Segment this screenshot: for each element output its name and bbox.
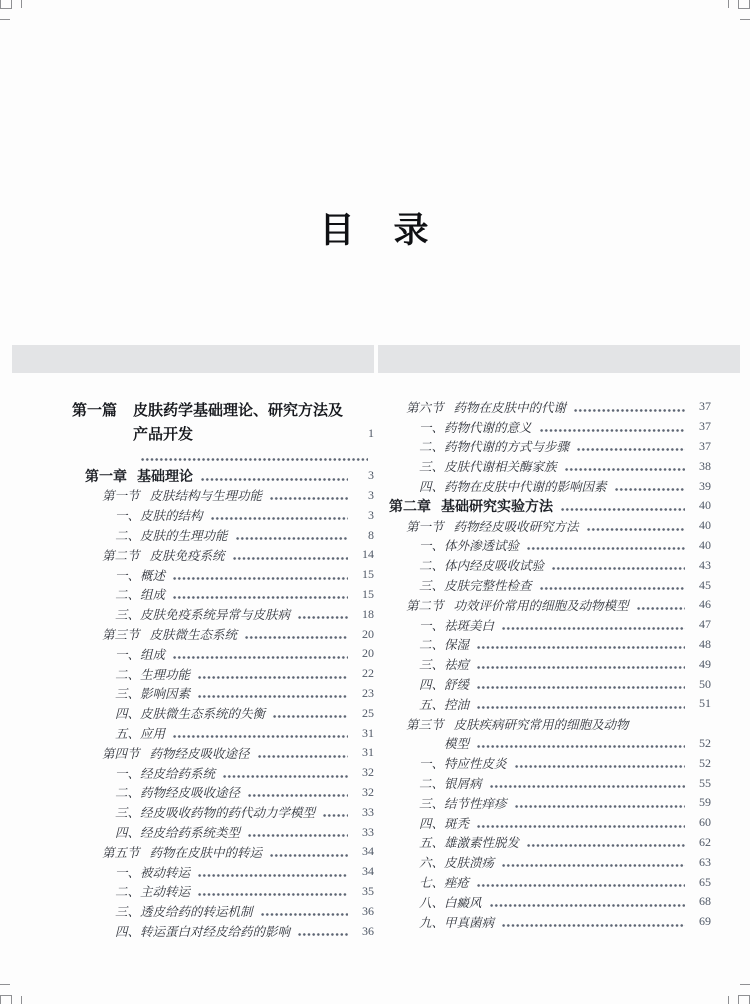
page-number: 32 xyxy=(362,784,374,799)
page-number: 20 xyxy=(362,646,374,661)
toc-row-item xyxy=(72,862,374,882)
leader-dots xyxy=(577,447,685,452)
toc-row-item xyxy=(376,456,711,476)
entry-title: 二、银屑病 xyxy=(419,777,482,792)
leader-dots xyxy=(540,586,685,591)
page-number: 33 xyxy=(362,824,374,839)
entry-title: 三、影响因素 xyxy=(115,687,191,702)
leader-dots xyxy=(574,408,685,413)
toc-row-item xyxy=(376,575,711,595)
entry-title: 九、甲真菌病 xyxy=(419,915,495,930)
entry-title: 三、皮肤代谢相关酶家族 xyxy=(419,460,557,475)
entry-label: 第六节 xyxy=(406,400,444,415)
entry-title: 五、控油 xyxy=(419,697,470,712)
toc-row-section xyxy=(376,714,711,734)
page-number: 49 xyxy=(699,656,711,671)
entry-title: 皮肤药学基础理论、研究方法及 xyxy=(133,401,344,419)
entry-title: 一、概述 xyxy=(115,568,166,583)
toc-row-chapter xyxy=(376,496,711,516)
toc-row-section xyxy=(72,842,374,862)
toc-column-left xyxy=(72,397,374,941)
page-number: 69 xyxy=(699,914,711,929)
page-number: 55 xyxy=(699,775,711,790)
toc-row-item xyxy=(376,852,711,872)
page-number: 51 xyxy=(699,696,711,711)
toc-row-item xyxy=(376,437,711,457)
divider-bar-left xyxy=(12,345,374,373)
toc-row-item xyxy=(72,723,374,743)
toc-row-item xyxy=(72,684,374,704)
toc-row-item xyxy=(72,585,374,605)
leader-dots xyxy=(615,487,685,492)
leader-dots xyxy=(273,714,348,719)
toc-row-section xyxy=(72,486,374,506)
toc-row-section xyxy=(72,743,374,763)
entry-title: 三、皮肤免疫系统异常与皮肤病 xyxy=(115,608,291,623)
entry-title: 二、体内经皮吸收试验 xyxy=(419,559,545,574)
leader-dots xyxy=(527,843,685,848)
toc-row-item xyxy=(72,565,374,585)
leader-dots xyxy=(515,804,685,809)
toc-row-item xyxy=(376,635,711,655)
toc-column-right xyxy=(376,397,711,932)
toc-row-item xyxy=(376,892,711,912)
leader-dots xyxy=(270,496,348,501)
leader-dots xyxy=(198,873,348,878)
entry-title-wrap: 模型 xyxy=(444,737,470,752)
page-number: 3 xyxy=(368,487,374,502)
toc-row-item xyxy=(376,753,711,773)
page-number: 33 xyxy=(362,804,374,819)
entry-title: 皮肤微生态系统 xyxy=(149,628,238,643)
toc-row-item xyxy=(72,644,374,664)
entry-label: 第一节 xyxy=(102,489,140,504)
entry-label: 第五节 xyxy=(102,845,140,860)
leader-dots xyxy=(502,863,685,868)
toc-row-item xyxy=(376,654,711,674)
toc-row-item xyxy=(376,417,711,437)
page-number: 32 xyxy=(362,765,374,780)
leader-dots xyxy=(477,645,685,650)
leader-dots xyxy=(477,685,685,690)
leader-dots xyxy=(552,566,685,571)
leader-dots xyxy=(173,595,348,600)
entry-title: 一、祛斑美白 xyxy=(419,618,495,633)
page-number: 22 xyxy=(362,666,374,681)
entry-label: 第二节 xyxy=(406,598,444,613)
leader-dots xyxy=(502,923,685,928)
page-number: 35 xyxy=(362,883,374,898)
leader-dots xyxy=(248,833,348,838)
entry-title: 三、经皮吸收药物的药代动力学模型 xyxy=(115,806,316,821)
leader-dots xyxy=(565,467,685,472)
toc-row-chapter xyxy=(72,466,374,486)
leader-dots xyxy=(236,536,348,541)
page-number: 43 xyxy=(699,557,711,572)
leader-dots xyxy=(245,635,348,640)
leader-dots xyxy=(477,705,685,710)
entry-title: 二、主动转运 xyxy=(115,885,191,900)
entry-title: 二、药物代谢的方式与步骤 xyxy=(419,440,570,455)
toc-row-item xyxy=(72,921,374,941)
toc-row-item xyxy=(376,536,711,556)
toc-row-item xyxy=(72,604,374,624)
leader-dots xyxy=(198,694,348,699)
entry-title: 皮肤结构与生理功能 xyxy=(149,489,263,504)
entry-title: 一、特应性皮炎 xyxy=(419,757,507,772)
entry-title: 六、皮肤溃疡 xyxy=(419,856,495,871)
page-number: 36 xyxy=(362,923,374,938)
page-number: 23 xyxy=(362,685,374,700)
entry-title: 五、应用 xyxy=(115,727,166,742)
page-number: 59 xyxy=(699,795,711,810)
page-number: 68 xyxy=(699,894,711,909)
entry-label: 第二节 xyxy=(102,548,140,563)
toc-row-part xyxy=(72,397,374,422)
toc-row-item xyxy=(72,822,374,842)
page-number: 46 xyxy=(699,597,711,612)
toc-row-item xyxy=(376,555,711,575)
toc-row-item xyxy=(72,783,374,803)
entry-label: 第四节 xyxy=(102,746,140,761)
page-number: 40 xyxy=(699,518,711,533)
leader-dots xyxy=(323,813,348,818)
page-title: 目 录 xyxy=(319,211,431,250)
entry-title: 一、皮肤的结构 xyxy=(115,509,203,524)
entry-title: 七、痤疮 xyxy=(419,876,470,891)
page-number: 45 xyxy=(699,577,711,592)
toc-row-item xyxy=(376,476,711,496)
toc-row-item xyxy=(376,773,711,793)
entry-title: 二、皮肤的生理功能 xyxy=(115,529,228,544)
entry-title: 功效评价常用的细胞及动物模型 xyxy=(453,598,629,613)
page-number: 37 xyxy=(699,419,711,434)
page-number: 52 xyxy=(699,755,711,770)
leader-dots xyxy=(540,428,685,433)
page-number: 15 xyxy=(362,567,374,582)
page-number: 3 xyxy=(368,507,374,522)
entry-label: 第二章 xyxy=(389,499,431,515)
leader-dots xyxy=(223,774,348,779)
crop-mark-bottom-left xyxy=(0,972,32,1004)
leader-dots xyxy=(201,477,348,482)
toc-row-item xyxy=(376,793,711,813)
page-number: 65 xyxy=(699,874,711,889)
toc-row-section xyxy=(376,595,711,615)
toc-row-item xyxy=(72,525,374,545)
leader-dots xyxy=(477,744,685,749)
leader-dots xyxy=(477,883,685,888)
toc-row-item xyxy=(72,763,374,783)
entry-title-wrap: 产品开发 xyxy=(133,426,194,444)
page-number: 34 xyxy=(362,864,374,879)
leader-dots xyxy=(211,516,348,521)
entry-label: 第一节 xyxy=(406,519,444,534)
toc-row-section xyxy=(376,516,711,536)
toc-row-item xyxy=(376,813,711,833)
entry-title: 一、组成 xyxy=(115,647,166,662)
entry-title: 八、白癜风 xyxy=(419,895,482,910)
toc-row-item xyxy=(72,901,374,921)
page-number: 60 xyxy=(699,815,711,830)
entry-title: 四、皮肤微生态系统的失衡 xyxy=(115,707,266,722)
entry-title: 药物经皮吸收途径 xyxy=(149,746,250,761)
toc-row-item xyxy=(376,872,711,892)
entry-title: 一、被动转运 xyxy=(115,865,191,880)
page-number: 1 xyxy=(368,426,374,441)
leader-dots xyxy=(637,606,685,611)
leader-dots xyxy=(502,626,685,631)
toc-row-item xyxy=(376,833,711,853)
page-number: 31 xyxy=(362,745,374,760)
entry-title: 药物在皮肤中的代谢 xyxy=(453,400,567,415)
crop-mark-top-left xyxy=(0,0,32,32)
leader-dots xyxy=(587,527,685,532)
entry-title: 三、皮肤完整性检查 xyxy=(419,579,532,594)
page-number: 38 xyxy=(699,458,711,473)
entry-title: 皮肤疾病研究常用的细胞及动物 xyxy=(453,717,629,732)
toc-row-section xyxy=(72,545,374,565)
page-number: 18 xyxy=(362,606,374,621)
page-number: 20 xyxy=(362,626,374,641)
entry-title: 皮肤免疫系统 xyxy=(149,548,225,563)
page-number: 3 xyxy=(368,468,374,483)
toc-row-item xyxy=(376,912,711,932)
entry-title: 药物经皮吸收研究方法 xyxy=(453,519,579,534)
entry-title: 基础理论 xyxy=(137,469,193,485)
entry-title: 四、药物在皮肤中代谢的影响因素 xyxy=(419,480,607,495)
page-number: 36 xyxy=(362,903,374,918)
toc-row-section xyxy=(376,397,711,417)
leader-dots xyxy=(233,556,348,561)
page-number: 48 xyxy=(699,636,711,651)
page-number: 34 xyxy=(362,844,374,859)
crop-mark-top-right xyxy=(718,0,750,32)
leader-dots xyxy=(173,655,348,660)
entry-title: 一、药物代谢的意义 xyxy=(419,420,532,435)
entry-title: 四、舒缓 xyxy=(419,678,470,693)
leader-dots xyxy=(173,576,348,581)
page-number: 39 xyxy=(699,478,711,493)
page-number: 14 xyxy=(362,547,374,562)
entry-label: 第一章 xyxy=(85,469,127,485)
leader-dots xyxy=(527,546,685,551)
toc-row-item xyxy=(376,615,711,635)
toc-row-section xyxy=(376,734,711,754)
entry-title: 一、经皮给药系统 xyxy=(115,766,216,781)
page-number: 40 xyxy=(699,537,711,552)
entry-title: 三、结节性痒疹 xyxy=(419,796,507,811)
toc-row-section xyxy=(72,624,374,644)
page-number: 62 xyxy=(699,834,711,849)
entry-title: 二、生理功能 xyxy=(115,667,191,682)
toc-row-item xyxy=(72,703,374,723)
entry-title: 四、斑秃 xyxy=(419,816,470,831)
leader-dots xyxy=(248,793,348,798)
entry-title: 基础研究实验方法 xyxy=(441,499,553,515)
entry-label: 第一篇 xyxy=(72,401,118,419)
entry-title: 三、透皮给药的转运机制 xyxy=(115,905,253,920)
leader-dots xyxy=(198,675,348,680)
page-number: 31 xyxy=(362,725,374,740)
leader-dots xyxy=(561,507,685,512)
leader-dots xyxy=(477,824,685,829)
page-number: 8 xyxy=(368,527,374,542)
toc-row-item xyxy=(72,882,374,902)
entry-title: 五、雄激素性脱发 xyxy=(419,836,520,851)
leader-dots xyxy=(141,457,368,462)
leader-dots xyxy=(298,932,348,937)
page-number: 50 xyxy=(699,676,711,691)
page-number: 37 xyxy=(699,399,711,414)
entry-label: 第三节 xyxy=(102,628,140,643)
entry-label: 第三节 xyxy=(406,717,444,732)
page-number: 25 xyxy=(362,705,374,720)
toc-row-item xyxy=(72,664,374,684)
toc-row-item xyxy=(376,694,711,714)
page-number: 52 xyxy=(699,735,711,750)
leader-dots xyxy=(490,784,685,789)
entry-title: 药物在皮肤中的转运 xyxy=(149,845,263,860)
page-number: 63 xyxy=(699,854,711,869)
leader-dots xyxy=(173,734,348,739)
leader-dots xyxy=(515,764,685,769)
entry-title: 二、药物经皮吸收途径 xyxy=(115,786,241,801)
leader-dots xyxy=(198,892,348,897)
leader-dots xyxy=(261,912,348,917)
toc-row-item xyxy=(72,802,374,822)
toc-row-leader xyxy=(72,446,374,466)
leader-dots xyxy=(490,903,685,908)
entry-title: 三、祛痘 xyxy=(419,658,470,673)
leader-dots xyxy=(270,853,348,858)
page-number: 47 xyxy=(699,617,711,632)
crop-mark-bottom-right xyxy=(718,972,750,1004)
toc-row-part xyxy=(72,422,374,447)
entry-title: 四、经皮给药系统类型 xyxy=(115,826,241,841)
leader-dots xyxy=(258,754,348,759)
entry-title: 二、组成 xyxy=(115,588,166,603)
leader-dots xyxy=(298,615,348,620)
leader-dots xyxy=(477,665,685,670)
toc-row-item xyxy=(376,674,711,694)
page-number: 40 xyxy=(699,498,711,513)
divider-bar-right xyxy=(378,345,740,373)
entry-title: 二、保湿 xyxy=(419,638,470,653)
page-number: 37 xyxy=(699,438,711,453)
page-number: 15 xyxy=(362,586,374,601)
entry-title: 四、转运蛋白对经皮给药的影响 xyxy=(115,925,291,940)
entry-title: 一、体外渗透试验 xyxy=(419,539,520,554)
toc-row-item xyxy=(72,505,374,525)
